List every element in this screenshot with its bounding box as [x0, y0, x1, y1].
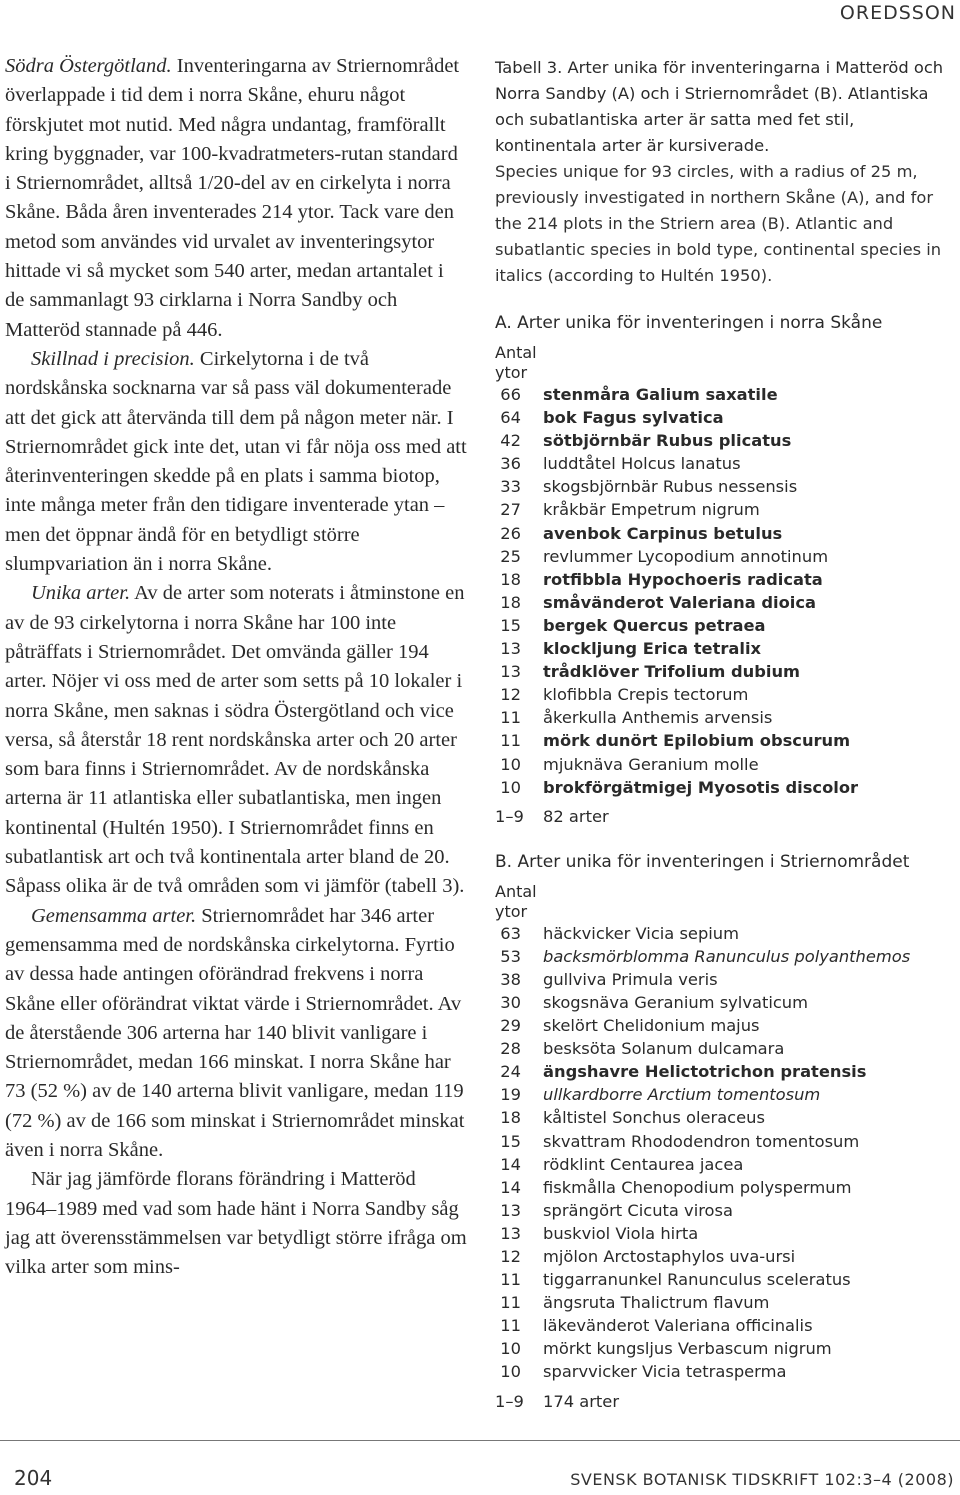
- paragraph-heading: Unika arter.: [31, 582, 131, 605]
- row-species: skelört Chelidonium majus: [543, 1016, 760, 1036]
- table-row: [495, 1268, 957, 1291]
- table-row: [495, 1060, 957, 1083]
- paragraph-matterod: När jag jämförde florans förändring i Matteröd 1964–1989 med vad som hade hänt i Norra Sandby såg jag att överensstämmelsen var betydligt större ifråga om vilka arter som mins-: [5, 1168, 467, 1279]
- row-species: sparvvicker Vicia tetrasperma: [543, 1362, 787, 1382]
- row-species: besksöta Solanum dulcamara: [543, 1039, 785, 1059]
- table-row: [495, 498, 957, 521]
- row-species: ängshavre Helictotrichon pratensis: [543, 1062, 867, 1082]
- total-label: 174 arter: [543, 1391, 620, 1411]
- table-row: [495, 1130, 957, 1153]
- section-b-total: [495, 1390, 957, 1413]
- journal-citation: SVENSK BOTANISK TIDSKRIFT 102:3–4 (2008): [570, 1470, 954, 1489]
- row-species: brokförgätmigej Myosotis discolor: [543, 777, 859, 797]
- row-count: 13: [500, 639, 521, 659]
- row-species: mjölon Arctostaphylos uva-ursi: [543, 1247, 796, 1266]
- column-header-antal: Antal: [495, 343, 537, 362]
- table-row: [495, 1337, 957, 1360]
- row-species: mjuknäva Geranium molle: [543, 754, 759, 774]
- table-row: [495, 968, 957, 991]
- row-count: 15: [500, 615, 521, 635]
- row-count: 10: [500, 754, 521, 774]
- row-count: 13: [500, 662, 521, 682]
- table-row: [495, 591, 957, 614]
- table-row: [495, 568, 957, 591]
- paragraph-heading: Skillnad i precision.: [31, 347, 195, 370]
- row-species: småvänderot Valeriana dioica: [543, 592, 816, 612]
- row-species: backsmörblomma Ranunculus polyanthemos: [543, 946, 911, 966]
- row-count: 11: [500, 1316, 521, 1336]
- row-count: 15: [500, 1131, 521, 1151]
- table-row: [495, 1106, 957, 1129]
- total-label: 82 arter: [543, 806, 609, 826]
- paragraph-text: Av de arter som noterats i åtminstone en av de 93 cirkelytorna i norra Skåne har 100 inte påträffats i Striernområdet. Det omvända gäller 194 arter. Nöjer vi oss med de arter som setts på 10 lokaler i norra Skåne, men saknas i södra Östergötland och vice versa, så återstår 18 rent nordskånska arter och 20 arter som bara finns i Striernområdet. Av de nordskånska arterna är 11 atlantiska eller subatlantiska, men ingen kontinental (Hultén 1950). I Striernområdet finns en subatlantisk art och två kontinentala arter bland de 20. Såpass olika är de två områden som vi jämför (tabell 3).: [5, 582, 465, 898]
- row-species: skvattram Rhododendron tomentosum: [543, 1131, 860, 1151]
- row-count: 14: [500, 1177, 521, 1197]
- row-species: mörk dunört Epilobium obscurum: [543, 731, 851, 751]
- paragraph-text: Striernområdet har 346 arter gemensamma med de nordskånska cirkelytorna. Fyrtio av dessa hade antingen oförändrad frekvens i norra Skåne eller oförändrat viktat värde i Striernområdet. Av de återstående 306 arterna har 140 blivit vanligare i Striernområdet, medan 166 minskat. I norra Skåne har 73 (52 %) av de 140 arterna blivit vanligare, medan 119 (72 %) av de 166 som minskat i Striernområdet minskat även i norra Skåne.: [5, 904, 465, 1161]
- row-species: trådklöver Trifolium dubium: [543, 662, 801, 682]
- table-row: [495, 429, 957, 452]
- table-row: [495, 1245, 957, 1268]
- row-count: 28: [500, 1039, 521, 1059]
- section-b-title: B. Arter unika för inventeringen i Striernområdet: [495, 851, 910, 872]
- table-row: [495, 1360, 957, 1383]
- row-count: 12: [500, 685, 521, 705]
- row-count: 24: [500, 1062, 521, 1082]
- row-count: 11: [500, 1270, 521, 1290]
- row-count: 14: [500, 1154, 521, 1174]
- row-species: skogsbjörnbär Rubus nessensis: [543, 477, 798, 497]
- row-count: 30: [500, 992, 521, 1012]
- column-header-ytor: ytor: [495, 363, 528, 382]
- table-row: [495, 475, 957, 498]
- row-species: åkerkulla Anthemis arvensis: [543, 708, 773, 728]
- row-count: 13: [500, 1200, 521, 1220]
- table-row: [495, 776, 957, 799]
- row-count: 38: [500, 969, 521, 989]
- row-species: bok Fagus sylvatica: [543, 408, 724, 428]
- table-caption-en: Species unique for 93 circles, with a radius of 25 m, previously investigated in northern Skåne (A), and for the 214 plots in the Striern area (B). Atlantic and subatlantic species in bold type, continental species in italics (according to Hultén 1950).: [495, 162, 942, 285]
- row-count: 18: [500, 592, 521, 612]
- table-row: [495, 406, 957, 429]
- row-count: 25: [500, 546, 521, 566]
- paragraph-gemensamma: [5, 902, 467, 1166]
- page-number: 204: [14, 1466, 53, 1490]
- row-count: 26: [500, 523, 521, 543]
- table-caption-sv: Tabell 3. Arter unika för inventeringarna i Matteröd och Norra Sandby (A) och i Striernområdet (B). Atlantiska och subatlantiska arter är satta med fet stil, kontinentala arter är kursiverade.: [495, 58, 944, 155]
- row-count: 29: [500, 1016, 521, 1036]
- row-count: 18: [500, 1108, 521, 1128]
- table-row: [495, 1153, 957, 1176]
- row-count: 36: [500, 454, 521, 474]
- row-species: buskviol Viola hirta: [543, 1223, 699, 1243]
- table-row: [495, 729, 957, 752]
- table-row: [495, 637, 957, 660]
- paragraph-text: Inventeringarna av Striernområdet överlappade i tid dem i norra Skåne, ehuru något förskjutet mot nutid. Med några undantag, framförallt kring byggnader, var 100-kvadratmeters-rutan standard i Striernområdet, alltså 1/20-del av en cirkelyta i norra Skåne. Båda åren inventerades 214 ytor. Tack vare den metod som användes vid urvalet av inventeringsytor hittade vi så mycket som 540 arter, medan artantalet i de sammanlagt 93 cirklarna i Norra Sandby och Matteröd stannade på 446.: [5, 55, 460, 341]
- total-count: 1–9: [495, 1391, 524, 1411]
- row-species: rotfibbla Hypochoeris radicata: [543, 569, 823, 589]
- table-row: [495, 922, 957, 945]
- section-a-total: [495, 805, 957, 828]
- row-species: ängsruta Thalictrum flavum: [543, 1293, 770, 1313]
- row-count: 42: [500, 431, 521, 451]
- row-count: 10: [500, 777, 521, 797]
- row-species: sprängört Cicuta virosa: [543, 1200, 733, 1220]
- row-count: 27: [500, 500, 521, 520]
- row-species: klofibbla Crepis tectorum: [543, 685, 749, 705]
- column-header-antal: Antal: [495, 881, 537, 901]
- table-row: [495, 706, 957, 729]
- table-row: [495, 683, 957, 706]
- row-count: 11: [500, 1293, 521, 1313]
- row-species: tiggarranunkel Ranunculus sceleratus: [543, 1270, 851, 1290]
- running-header-author: OREDSSON: [839, 2, 956, 24]
- row-count: 64: [500, 408, 521, 428]
- table-row: [495, 1314, 957, 1337]
- table-row: [495, 545, 957, 568]
- row-count: 63: [500, 923, 521, 943]
- table-row: [495, 383, 957, 406]
- table-row: [495, 522, 957, 545]
- paragraph-unika: [5, 579, 467, 901]
- row-count: 13: [500, 1223, 521, 1243]
- section-b-list: [495, 922, 957, 1384]
- section-a-column-header: [495, 343, 957, 383]
- row-count: 10: [500, 1339, 521, 1359]
- table-row: [495, 1291, 957, 1314]
- table-row: [495, 614, 957, 637]
- row-species: rödklint Centaurea jacea: [543, 1154, 744, 1174]
- paragraph-text: Cirkelytorna i de två nordskånska socknarna var så pass väl dokumenterade att det gick att återvända till dem på någon meter när. I Striernområdet gick inte det, utan vi får nöja oss med att återinventeringen skedde på en plats i samma biotop, inte många meter från den tidigare inventerade ytan – men det öppnar ändå för en betydligt större slumpvariation än i norra Skåne.: [5, 347, 467, 576]
- paragraph-heading: Gemensamma arter.: [31, 904, 197, 927]
- table-row: [495, 1014, 957, 1037]
- row-species: ullkardborre Arctium tomentosum: [543, 1085, 821, 1105]
- row-species: gullviva Primula veris: [543, 969, 718, 989]
- row-count: 18: [500, 569, 521, 589]
- row-species: kråkbär Empetrum nigrum: [543, 500, 760, 520]
- footer-rule: [0, 1440, 960, 1441]
- table-3: [495, 55, 957, 1413]
- table-row: [495, 1222, 957, 1245]
- paragraph-sodra-ostergotland: [5, 52, 467, 345]
- row-species: stenmåra Galium saxatile: [543, 385, 778, 404]
- row-species: kåltistel Sonchus oleraceus: [543, 1108, 765, 1128]
- row-species: luddtåtel Holcus lanatus: [543, 454, 741, 474]
- table-row: [495, 991, 957, 1014]
- row-species: läkevänderot Valeriana officinalis: [543, 1316, 813, 1336]
- row-count: 53: [500, 946, 521, 966]
- column-header-ytor: ytor: [495, 901, 528, 921]
- row-species: revlummer Lycopodium annotinum: [543, 546, 829, 566]
- table-row: [495, 945, 957, 968]
- table-row: [495, 1037, 957, 1060]
- section-a-title: A. Arter unika för inventeringen i norra Skåne: [495, 313, 883, 333]
- row-species: bergek Quercus petraea: [543, 615, 766, 635]
- row-count: 19: [500, 1085, 521, 1105]
- row-species: avenbok Carpinus betulus: [543, 523, 783, 543]
- paragraph-skillnad: [5, 345, 467, 579]
- table-row: [495, 452, 957, 475]
- row-species: fiskmålla Chenopodium polyspermum: [543, 1177, 852, 1197]
- row-count: 11: [500, 731, 521, 751]
- section-a-list: [495, 383, 957, 799]
- body-text-column: [5, 52, 467, 1282]
- table-row: [495, 1083, 957, 1106]
- section-b-column-header: [495, 882, 957, 922]
- row-species: sötbjörnbär Rubus plicatus: [543, 431, 792, 451]
- row-count: 33: [500, 477, 521, 497]
- row-count: 66: [500, 385, 521, 404]
- paragraph-heading: Södra Östergötland.: [5, 55, 172, 77]
- table-row: [495, 1199, 957, 1222]
- row-count: 11: [500, 708, 521, 728]
- row-count: 10: [500, 1362, 521, 1382]
- table-row: [495, 1176, 957, 1199]
- row-species: häckvicker Vicia sepium: [543, 923, 739, 943]
- row-count: 12: [500, 1247, 521, 1266]
- table-row: [495, 753, 957, 776]
- row-species: mörkt kungsljus Verbascum nigrum: [543, 1339, 832, 1359]
- row-species: klockljung Erica tetralix: [543, 639, 762, 659]
- row-species: skogsnäva Geranium sylvaticum: [543, 992, 808, 1012]
- table-row: [495, 660, 957, 683]
- total-count: 1–9: [495, 806, 524, 826]
